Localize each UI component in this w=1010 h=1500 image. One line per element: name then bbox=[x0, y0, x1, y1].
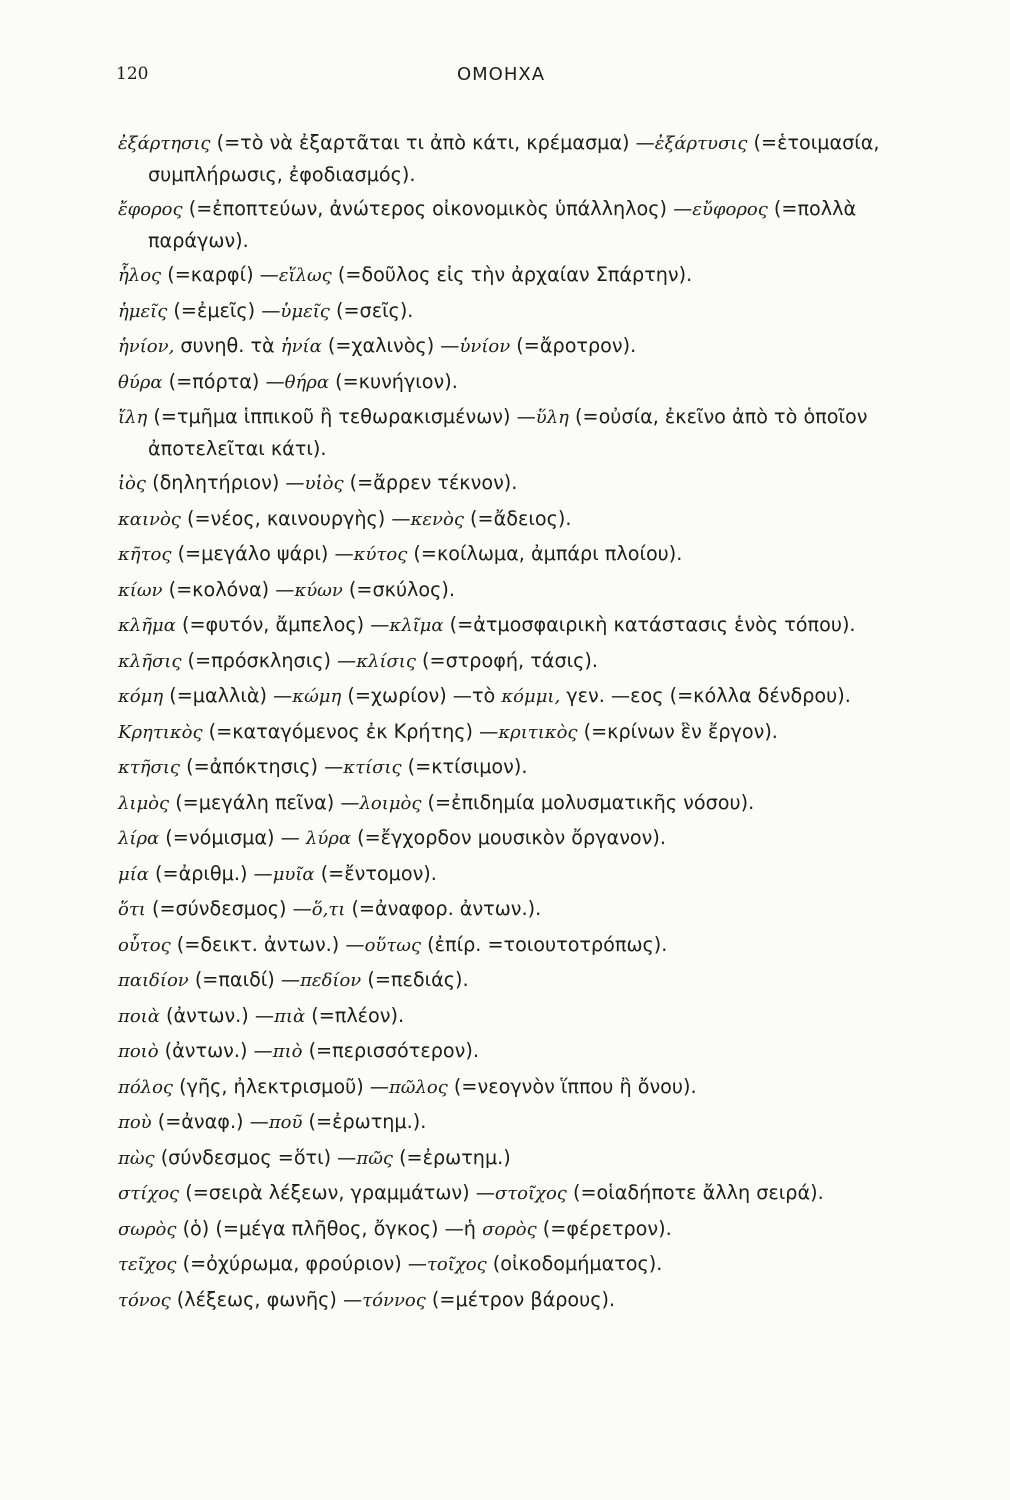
definition-text: (=πόρτα) — bbox=[162, 369, 285, 393]
definition-text: (=καρφί) — bbox=[161, 263, 279, 286]
dictionary-entry bbox=[118, 1143, 938, 1175]
definition-text: (=ἀριθμ.) — bbox=[148, 861, 273, 885]
definition-text: (=σκύλος). bbox=[342, 577, 455, 601]
dictionary-entry bbox=[118, 504, 938, 536]
definition-text: (=σεῖς). bbox=[329, 298, 414, 322]
dictionary-entry bbox=[118, 1036, 938, 1068]
dictionary-entry bbox=[118, 539, 938, 571]
headword: κλῆμα bbox=[118, 615, 176, 636]
definition-text: (ἐπίρ. =τοιουτοτρόπως). bbox=[421, 932, 668, 956]
headword: ἰὸς bbox=[118, 473, 146, 494]
definition-text: (=πλέον). bbox=[305, 1003, 405, 1027]
headword: παιδίον bbox=[118, 970, 189, 991]
dictionary-entry bbox=[118, 1214, 938, 1246]
dictionary-entry bbox=[118, 894, 938, 926]
definition-text: (=δοῦλος εἰς τὴν ἀρχαίαν Σπάρτην). bbox=[331, 263, 693, 286]
definition-text: (=ἐμεῖς) — bbox=[167, 298, 281, 322]
definition-text: (ἀντων.) — bbox=[158, 1039, 273, 1062]
headword: ἡνία bbox=[280, 336, 322, 357]
headword: ὅ,τι bbox=[311, 899, 346, 920]
headword: πεδίον bbox=[300, 970, 362, 991]
definition-text: (=πεδιάς). bbox=[361, 968, 469, 991]
headword: τόνος bbox=[118, 1289, 171, 1311]
definition-text: (=ἀπόκτησις) — bbox=[179, 755, 344, 778]
running-head: ΟΜΟΗΧΑ bbox=[456, 64, 546, 85]
definition-text: (ὁ) (=μέγα πλῆθος, ὄγκος) —ἡ bbox=[176, 1216, 483, 1240]
definition-text: (=νεογνὸν ἵππου ἢ ὄνου). bbox=[447, 1074, 697, 1098]
headword: κενὸς bbox=[410, 508, 464, 530]
definition-text: (=πρόσκλησις) — bbox=[181, 648, 357, 672]
page-number: 120 bbox=[116, 64, 149, 84]
headword: κλῆσις bbox=[118, 650, 182, 672]
headword: ἐξάρτησις bbox=[118, 133, 211, 154]
homophone-entry-list bbox=[118, 128, 938, 1320]
definition-text: (σύνδεσμος =ὅτι) — bbox=[154, 1145, 357, 1169]
definition-text: (=μεγάλο ψάρι) — bbox=[171, 542, 354, 565]
headword: ποὺ bbox=[118, 1112, 152, 1133]
definition-text: (=μέτρον βάρους). bbox=[425, 1287, 616, 1311]
headword: εὔφορος bbox=[692, 199, 768, 220]
dictionary-entry bbox=[118, 859, 938, 891]
definition-text: (=ἄρρεν τέκνον). bbox=[343, 471, 518, 494]
headword: λοιμὸς bbox=[359, 792, 422, 814]
headword: καινὸς bbox=[118, 508, 181, 530]
headword: ἧλος bbox=[118, 265, 162, 286]
definition-text: (=ἄροτρον). bbox=[510, 334, 637, 357]
definition-text: (δηλητήριον) — bbox=[145, 471, 305, 494]
headword: μυῖα bbox=[272, 863, 315, 885]
headword: ποῦ bbox=[268, 1112, 303, 1133]
definition-text: (=ἑτοιμασία, συμπλήρωσις, ἐφοδιασμός). bbox=[148, 131, 880, 186]
dictionary-entry bbox=[118, 402, 938, 464]
headword: πιὸ bbox=[272, 1041, 303, 1062]
dictionary-entry bbox=[118, 1107, 938, 1139]
dictionary-entry bbox=[118, 965, 938, 997]
headword: τεῖχος bbox=[118, 1254, 177, 1275]
dictionary-entry bbox=[118, 823, 938, 855]
definition-text: γεν. —εος (=κόλλα δένδρου). bbox=[560, 684, 851, 707]
dictionary-entry bbox=[118, 575, 938, 607]
definition-text: (=στροφή, τάσις). bbox=[415, 648, 598, 672]
headword: τόννος bbox=[362, 1289, 426, 1311]
headword: κόμη bbox=[118, 686, 164, 707]
headword: ἔφορος bbox=[118, 199, 183, 220]
headword: ὅτι bbox=[118, 899, 146, 920]
headword: οὗτος bbox=[118, 934, 171, 956]
dictionary-entry bbox=[118, 681, 938, 713]
definition-text: (=ἐρωτημ.). bbox=[302, 1110, 427, 1133]
headword: εἵλως bbox=[278, 265, 332, 286]
dictionary-entry bbox=[118, 646, 938, 678]
headword: Κρητικὸς bbox=[118, 721, 203, 743]
definition-text: (=ἐπιδημία μολυσματικῆς νόσου). bbox=[421, 790, 755, 814]
headword: κῆτος bbox=[118, 544, 172, 565]
headword: ἡμεῖς bbox=[118, 300, 168, 322]
headword: κώμη bbox=[292, 686, 342, 707]
headword: κτίσις bbox=[343, 757, 402, 778]
headword: ὕλη bbox=[535, 407, 569, 428]
definition-text: (=τὸ νὰ ἐξαρτᾶται τι ἀπὸ κάτι, κρέμασμα) — bbox=[210, 131, 655, 154]
definition-text: (=ἀναφ.) — bbox=[151, 1110, 269, 1133]
dictionary-entry bbox=[118, 128, 938, 190]
headword: στίχος bbox=[118, 1183, 180, 1204]
definition-text: (=κρίνων ἓν ἔργον). bbox=[577, 719, 778, 743]
headword: λιμὸς bbox=[118, 792, 170, 814]
dictionary-entry bbox=[118, 468, 938, 500]
definition-text: (=οὐσία, ἐκεῖνο ἀπὸ τὸ ὁποῖον ἀποτελεῖται κάτι). bbox=[148, 405, 868, 460]
definition-text: (=ἔντομον). bbox=[314, 861, 437, 885]
dictionary-entry bbox=[118, 752, 938, 784]
dictionary-entry bbox=[118, 331, 938, 363]
headword: κλίσις bbox=[356, 650, 416, 672]
headword: κόμμι, bbox=[501, 686, 561, 707]
definition-text: (=δεικτ. ἀντων.) — bbox=[170, 932, 365, 956]
headword: κριτικὸς bbox=[498, 721, 578, 743]
dictionary-entry bbox=[118, 1249, 938, 1281]
headword: πιὰ bbox=[274, 1005, 306, 1027]
definition-text: (=ὀχύρωμα, φρούριον) — bbox=[176, 1252, 427, 1275]
dictionary-entry bbox=[118, 367, 938, 399]
headword: ἴλη bbox=[118, 407, 148, 428]
headword: ὑμεῖς bbox=[280, 300, 330, 322]
definition-text: (ἀντων.) — bbox=[159, 1003, 275, 1027]
headword: κτῆσις bbox=[118, 757, 180, 778]
definition-text: (=οἱαδήποτε ἄλλη σειρά). bbox=[566, 1181, 824, 1204]
definition-text: (=νόμισμα) — bbox=[159, 826, 306, 849]
dictionary-entry bbox=[118, 194, 938, 256]
definition-text: (=μαλλιὰ) — bbox=[163, 684, 293, 707]
headword: λύρα bbox=[305, 828, 352, 849]
definition-text: (=περισσότερον). bbox=[302, 1039, 479, 1062]
headword: ὑνίον bbox=[459, 336, 511, 357]
definition-text: (=σύνδεσμος) — bbox=[145, 897, 312, 920]
page-header bbox=[116, 64, 886, 94]
definition-text: (=κυνήγιον). bbox=[329, 369, 458, 393]
dictionary-entry bbox=[118, 1285, 938, 1317]
dictionary-entry bbox=[118, 1001, 938, 1033]
definition-text: (=πολλὰ παράγων). bbox=[148, 197, 857, 252]
definition-text: (=κτίσιμον). bbox=[401, 755, 528, 778]
definition-text: (=φυτόν, ἄμπελος) — bbox=[175, 613, 390, 636]
headword: λίρα bbox=[118, 828, 160, 849]
headword: πόλος bbox=[118, 1076, 173, 1098]
headword: κίων bbox=[118, 579, 163, 601]
definition-text: (=νέος, καινουργὴς) — bbox=[180, 506, 411, 530]
headword: μία bbox=[118, 863, 149, 885]
headword: κύτος bbox=[353, 544, 408, 565]
headword: τοῖχος bbox=[426, 1254, 487, 1275]
dictionary-entry bbox=[118, 717, 938, 749]
definition-text: (=ἀτμοσφαιρικὴ κατάστασις ἑνὸς τόπου). bbox=[443, 613, 856, 636]
definition-text: (=ἀναφορ. ἀντων.). bbox=[345, 897, 542, 920]
headword: σωρὸς bbox=[118, 1218, 177, 1240]
headword: πῶς bbox=[356, 1147, 393, 1169]
definition-text: (=σειρὰ λέξεων, γραμμάτων) — bbox=[179, 1181, 495, 1204]
headword: ἐξάρτυσις bbox=[654, 133, 748, 154]
dictionary-entry bbox=[118, 260, 938, 292]
dictionary-entry bbox=[118, 610, 938, 642]
definition-text: (=τμῆμα ἱππικοῦ ἢ τεθωρακισμένων) — bbox=[147, 405, 536, 428]
definition-text: (=κολόνα) — bbox=[162, 577, 295, 601]
headword: ποιὰ bbox=[118, 1005, 160, 1027]
definition-text: συνηθ. τὰ bbox=[174, 334, 281, 357]
definition-text: (=μεγάλη πεῖνα) — bbox=[169, 790, 360, 814]
headword: κλῖμα bbox=[389, 615, 444, 636]
definition-text: (=χαλινὸς) — bbox=[321, 334, 460, 357]
headword: ποιὸ bbox=[118, 1041, 159, 1062]
definition-text: (=ἄδειος). bbox=[463, 506, 572, 530]
definition-text: (οἰκοδομήματος). bbox=[486, 1252, 663, 1275]
headword: στοῖχος bbox=[494, 1183, 567, 1204]
definition-text: (γῆς, ἠλεκτρισμοῦ) — bbox=[173, 1074, 389, 1098]
headword: υἱὸς bbox=[304, 473, 344, 494]
dictionary-entry bbox=[118, 1178, 938, 1210]
headword: θύρα bbox=[118, 371, 163, 393]
definition-text: (=ἔγχορδον μουσικὸν ὄργανον). bbox=[351, 826, 666, 849]
headword: σορὸς bbox=[482, 1218, 537, 1240]
definition-text: (=ἐρωτημ.) bbox=[392, 1145, 511, 1169]
headword: πῶλος bbox=[388, 1076, 448, 1098]
definition-text: (=παιδί) — bbox=[188, 968, 301, 991]
definition-text: (λέξεως, φωνῆς) — bbox=[170, 1287, 363, 1311]
definition-text: (=ἐποπτεύων, ἀνώτερος οἰκονομικὸς ὑπάλληλος) — bbox=[182, 197, 693, 220]
definition-text: (=χωρίον) —τὸ bbox=[341, 684, 502, 707]
dictionary-entry bbox=[118, 930, 938, 962]
headword: κύων bbox=[294, 579, 343, 601]
headword: ἡνίον, bbox=[118, 336, 175, 357]
definition-text: (=κοίλωμα, ἀμπάρι πλοίου). bbox=[407, 542, 683, 565]
dictionary-entry bbox=[118, 1072, 938, 1104]
definition-text: (=καταγόμενος ἐκ Κρήτης) — bbox=[202, 719, 499, 743]
dictionary-entry bbox=[118, 788, 938, 820]
dictionary-entry bbox=[118, 296, 938, 328]
definition-text: (=φέρετρον). bbox=[536, 1216, 672, 1240]
headword: πὼς bbox=[118, 1147, 155, 1169]
headword: θήρα bbox=[284, 371, 329, 393]
headword: οὕτως bbox=[364, 934, 422, 956]
